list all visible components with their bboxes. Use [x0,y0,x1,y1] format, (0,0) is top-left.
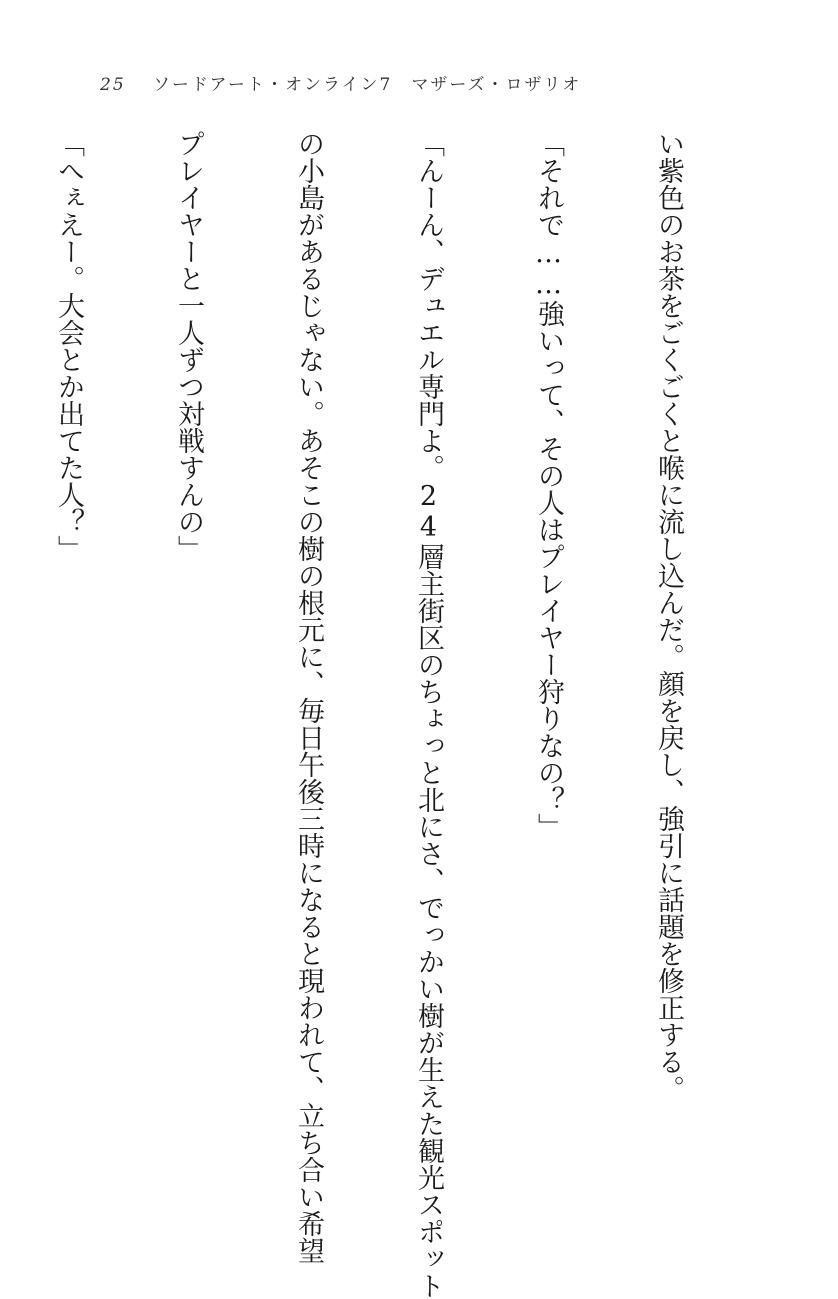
text-line: 「へぇえー。大会とか出てた人？」 [53,130,84,562]
running-title: ソードアート・オンライン7 マザーズ・ロザリオ [153,75,582,95]
text-line: 「それで……強いって、その人はプレイヤー狩りなの？」 [533,130,564,840]
text-line: の小島があるじゃない。あそこの樹の根元に、毎日午後三時になると現われて、立ち合い希望 [293,130,324,1264]
text-line: い紫色のお茶をごくごくと喉に流し込んだ。顔を戻し、強引に話題を修正する。 [653,130,684,1102]
text-line: 「んーん、デュエル専門よ。24層主街区のちょっと北にさ、でっかい樹が生えた観光スポット [413,130,444,1299]
vertical-body-text [0,130,768,1299]
running-header [100,70,750,100]
text-line: プレイヤーと一人ずつ対戦すんの」 [173,130,204,562]
page-number: 25 [100,75,126,95]
